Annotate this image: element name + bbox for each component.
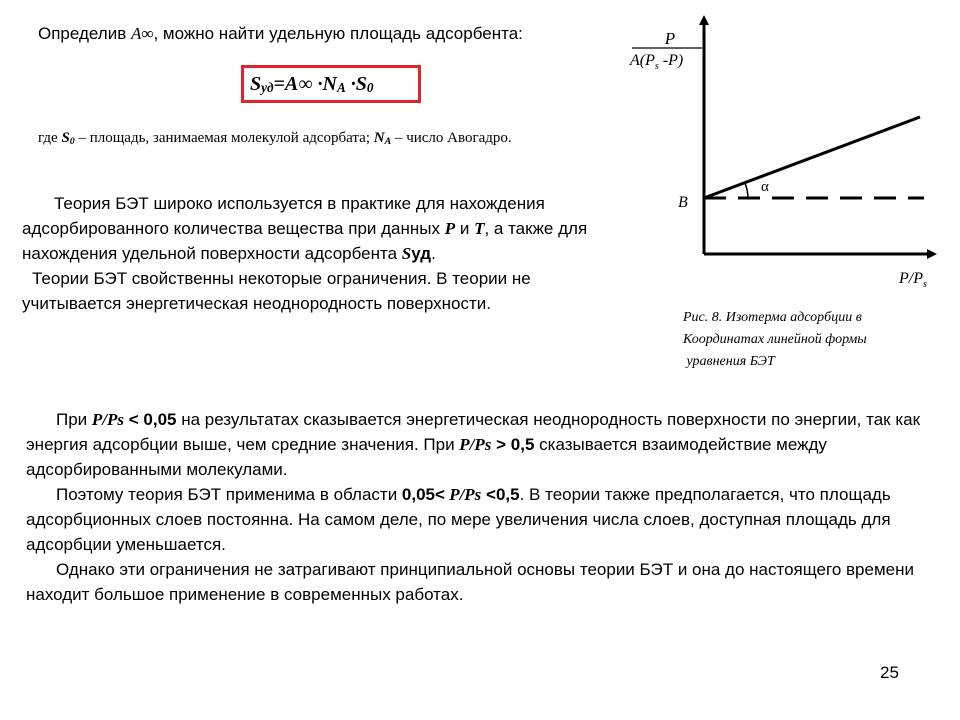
bet-paragraph-1 <box>22 191 622 266</box>
where-na-sub: A <box>384 136 392 147</box>
lower-s2-b: 0,05< <box>401 485 445 504</box>
figure-caption <box>683 307 953 373</box>
formula-definitions <box>38 127 598 149</box>
formula-s0: S <box>355 73 367 95</box>
lower-s1-pps2: P/Ps <box>459 435 492 454</box>
bet-p1-text-b: , а также для нахождения удельной поверхности адсорбента <box>22 219 588 263</box>
bet-p1-s: S <box>401 244 412 263</box>
x-axis-label: $P/P_s$ <box>899 270 927 290</box>
lower-s3: Однако эти ограничения не затрагивают принципиальной основы теории БЭТ и она до настоящего времени находит большое применение в современных работах. <box>26 560 914 604</box>
y-axis-label-denominator: $A(P_s$ -P) <box>630 52 684 72</box>
caption-line-3: уравнения БЭТ <box>683 354 775 369</box>
lower-s1-e: сказывается взаимодействие между адсорбированными молекулами. <box>26 435 827 479</box>
angle-label: α <box>761 179 769 195</box>
isotherm-plot <box>620 10 940 295</box>
bet-paragraph-2 <box>22 266 622 316</box>
bet-p2-text: Теории БЭТ свойственны некоторые ограничения. В теории не учитывается энергетическая неоднородность поверхности. <box>22 269 531 313</box>
lower-s1-d: > 0,5 <box>491 435 535 454</box>
intro-after: , можно найти удельную площадь адсорбента: <box>153 24 523 43</box>
formula-s0-sub: 0 <box>366 80 374 95</box>
specific-area-formula <box>241 65 421 103</box>
bet-p1-and: и <box>455 219 475 238</box>
lower-s1-b: < 0,05 <box>124 410 177 429</box>
lower-s2-d: . В теории также предполагается, что площадь адсорбционных слоев постоянна. На самом деле, по мере увеличения числа слоев, доступная площадь для адсорбции уменьшается. <box>26 485 891 554</box>
intro-line <box>38 22 523 46</box>
formula-eq: = <box>273 73 285 95</box>
formula-s-sub: уд <box>261 80 274 95</box>
limitations-paragraph-3 <box>26 557 926 607</box>
slide-number: 25 <box>880 663 899 682</box>
bet-p1-s-sub: уд <box>411 244 432 263</box>
caption-line-2: Координатах линейной формы <box>683 332 867 347</box>
lower-s1-pps: P/Ps <box>91 410 125 429</box>
bet-theory-text <box>22 191 622 316</box>
lower-s1-a: При <box>56 410 92 429</box>
formula-a-infinity: A∞ <box>284 73 313 95</box>
lower-s2-a: Поэтому теория БЭТ применима в области <box>56 485 402 504</box>
a-infinity-symbol: A∞ <box>130 24 154 43</box>
isotherm-line <box>704 117 920 198</box>
caption-line-1: Рис. 8. Изотерма адсорбции в <box>683 310 862 325</box>
bet-p1-text-a: Теория БЭТ широко используется в практике для нахождения адсорбированного количества вещества при данных <box>22 194 545 238</box>
where-s0: S <box>61 130 70 146</box>
intercept-label: B <box>678 194 688 211</box>
formula-n-sub: A <box>336 80 346 95</box>
bet-p1-t: T <box>474 219 485 238</box>
bet-p1-p: P <box>444 219 456 238</box>
formula-s: S <box>250 73 262 95</box>
formula-dot-2: · <box>345 73 356 95</box>
formula-dot-1: · <box>312 73 323 95</box>
lower-s2-c: <0,5 <box>481 485 520 504</box>
y-axis-label-numerator: P <box>664 29 676 48</box>
limitations-paragraph-2 <box>26 482 926 557</box>
where-na: N <box>373 130 385 146</box>
lower-s1-c: на результатах сказывается энергетическая неоднородность поверхности по энергии, так как энергия адсорбции выше, чем средние значения. При <box>26 410 921 454</box>
bet-p1-end: . <box>431 244 436 263</box>
lower-s2-pps: P/Ps <box>444 485 482 504</box>
intro-before: Определив <box>38 24 131 43</box>
limitations-paragraph-1 <box>26 407 926 482</box>
where-s0-sub: 0 <box>69 136 75 147</box>
where-w2: – площадь, занимаемая молекулой адсорбата; <box>74 130 374 146</box>
angle-arc <box>745 183 748 198</box>
formula-n: N <box>322 73 337 95</box>
limitations-text <box>26 407 926 607</box>
where-w3: – число Авогадро. <box>391 130 512 146</box>
where-w1: где <box>38 130 62 146</box>
